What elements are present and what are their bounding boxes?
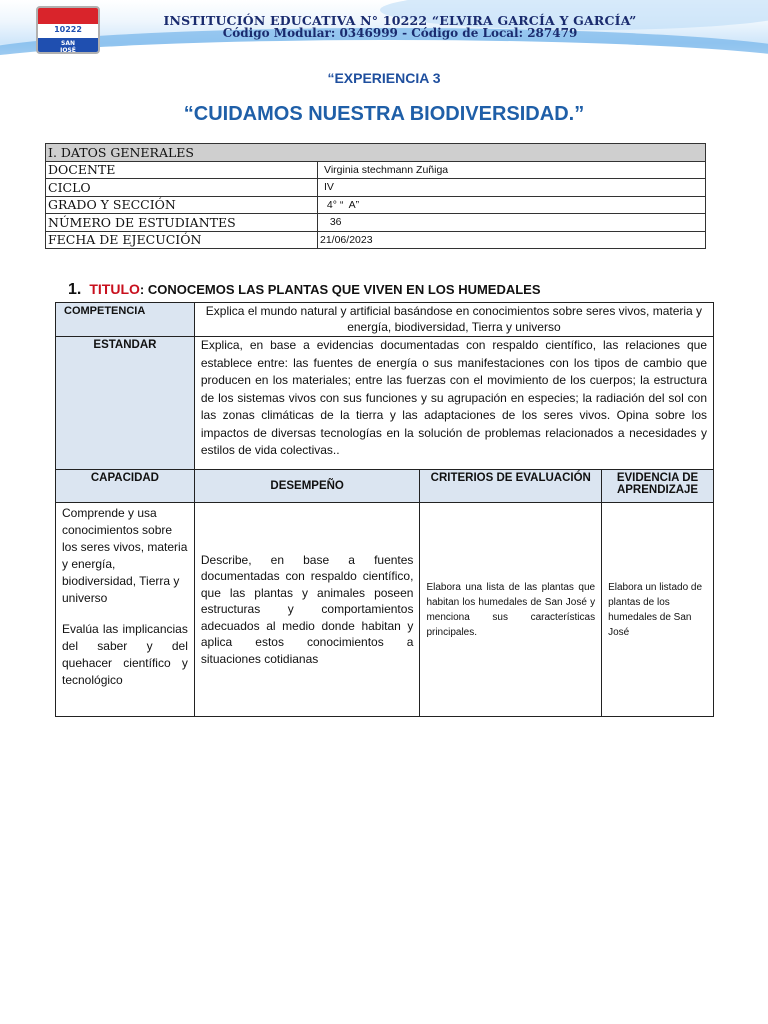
header-banner	[0, 0, 768, 62]
logo-number: 10222	[54, 25, 82, 34]
fecha-label: FECHA DE EJECUCIÓN	[46, 231, 318, 249]
table-row	[46, 161, 706, 179]
competency-table	[55, 302, 714, 717]
table-row	[46, 214, 706, 232]
table-row	[56, 337, 714, 470]
table-row	[56, 303, 714, 337]
desempeno-header: DESEMPEÑO	[194, 470, 420, 503]
general-data-table	[45, 143, 706, 249]
ciclo-value: IV	[318, 179, 706, 197]
table-row	[46, 231, 706, 249]
section-title	[68, 281, 541, 299]
evidencia-cell: Elabora un listado de plantas de los humedales de San José	[602, 503, 714, 717]
evidencia-header: EVIDENCIA DE APRENDIZAJE	[602, 470, 714, 503]
page-title: “CUIDAMOS NUESTRA BIODIVERSIDAD.”	[183, 103, 585, 125]
estandar-label: ESTANDAR	[56, 337, 195, 470]
ciclo-label: CICLO	[46, 179, 318, 197]
competencia-text: Explica el mundo natural y artificial basándose en conocimientos sobre seres vivos, materia y energía, biodiversidad, Tierra y universo	[194, 303, 713, 337]
table-row	[46, 196, 706, 214]
experience-label: “EXPERIENCIA 3	[327, 70, 441, 86]
competencia-label: COMPETENCIA	[56, 303, 195, 337]
desempeno-cell: Describe, en base a fuentes documentadas con respaldo científico, que las plantas y animales poseen estructuras y comportamientos adecuados al medio donde habitan y aplica estos conocimientos a situaciones cotidianas	[194, 503, 420, 717]
institution-codes: Código Modular: 0346999 - Código de Local: 287479	[222, 26, 578, 40]
logo-name: SAN JOSÉ	[60, 40, 76, 54]
criterios-cell: Elabora una lista de las plantas que habitan los humedales de San José y menciona sus características principales.	[420, 503, 602, 717]
table-row	[46, 179, 706, 197]
grado-label: GRADO Y SECCIÓN	[46, 196, 318, 214]
section-title-colon: :	[139, 282, 145, 297]
grado-value: 4° “ A”	[318, 196, 706, 214]
estudiantes-label: NÚMERO DE ESTUDIANTES	[46, 214, 318, 232]
estandar-text: Explica, en base a evidencias documentadas con respaldo científico, las relaciones que establece entre: las fuentes de energía o sus manifestaciones con los tipos de cambio que producen en los materiales; entre las fuerzas con el movimiento de los cuerpos; la estructura de los sistemas vivos con sus funciones y su agrupación en especies; la radiación del sol con las zonas climáticas de la tierra y las adaptaciones de los seres vivos. Opina sobre los impactos de diversas tecnologías en la solución de problemas relacionados a necesidades y estilos de vida colectivas..	[194, 337, 713, 470]
general-data-heading-row	[46, 144, 706, 162]
section-title-text: CONOCEMOS LAS PLANTAS QUE VIVEN EN LOS HUMEDALES	[144, 282, 541, 297]
section-number: 1.	[68, 281, 82, 298]
school-logo	[36, 6, 100, 54]
capacidad-item: Comprende y usa conocimientos sobre los seres vivos, materia y energía, biodiversidad, Tierra y universo	[62, 506, 188, 605]
institution-name: INSTITUCIÓN EDUCATIVA N° 10222 “ELVIRA GARCÍA Y GARCÍA”	[163, 13, 637, 28]
fecha-value: 21/06/2023	[318, 231, 706, 249]
table-row	[56, 503, 714, 717]
estudiantes-value: 36	[318, 214, 706, 232]
table-header-row	[56, 470, 714, 503]
section-title-label: TITULO	[89, 281, 140, 297]
docente-label: DOCENTE	[46, 161, 318, 179]
criterios-header: CRITERIOS DE EVALUACIÓN	[420, 470, 602, 503]
general-data-heading: I. DATOS GENERALES	[46, 144, 706, 162]
capacidad-cell	[56, 503, 195, 717]
docente-value: Virginia stechmann Zuñiga	[318, 161, 706, 179]
capacidad-item: Evalúa las implicancias del saber y del quehacer científico y tecnológico	[62, 622, 188, 687]
capacidad-header: CAPACIDAD	[56, 470, 195, 503]
